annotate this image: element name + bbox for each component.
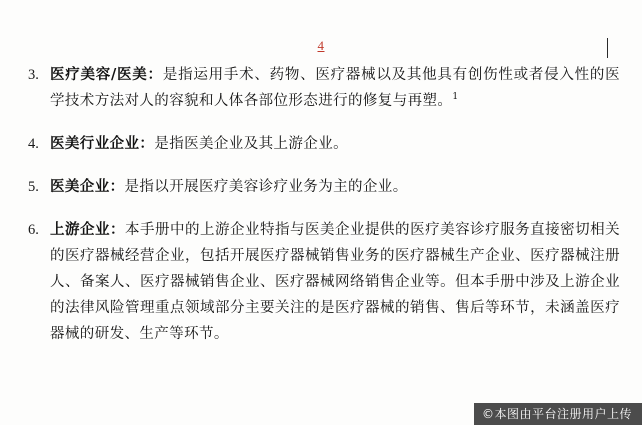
list-item-term: 上游企业： — [50, 221, 126, 238]
list-item-body — [50, 131, 620, 157]
list-item — [22, 131, 620, 157]
list-item-text: 是指医美企业及其上游企业。 — [154, 136, 349, 152]
watermark-label: ©本图由平台注册用户上传 — [474, 403, 642, 425]
footnote-reference: 1 — [452, 92, 459, 103]
list-item-text: 本手册中的上游企业特指与医美企业提供的医疗美容诊疗服务直接密切相关的医疗器械经营企业，包括开展医疗器械销售业务的医疗器械生产企业、医疗器械注册人、备案人、医疗器械销售企业、医疗器械网络销售企业等。但本手册中涉及上游企业的法律风险管理重点领域部分主要关注的是医疗器械的销售、售后等环节，未涵盖医疗器械的研发、生产等环节。 — [50, 222, 620, 342]
list-item-term: 医美企业： — [50, 178, 125, 195]
list-item — [22, 62, 620, 114]
page-number: 4 — [317, 38, 325, 53]
document-content — [22, 62, 620, 364]
margin-cursor-mark — [607, 38, 608, 58]
list-item-number: 4. — [28, 136, 39, 152]
list-item-term: 医美行业企业： — [50, 135, 155, 152]
list-item-text: 是指运用手术、药物、医疗器械以及其他具有创伤性或者侵入性的医学技术方法对人的容貌和人体各部位形态进行的修复与再塑。 — [50, 67, 620, 109]
list-item-body — [50, 217, 620, 347]
list-item-number: 5. — [28, 179, 39, 195]
list-item — [22, 174, 620, 200]
list-item-body — [50, 174, 620, 200]
list-item — [22, 217, 620, 347]
list-item-number: 6. — [28, 222, 39, 238]
list-item-term: 医疗美容/医美： — [50, 66, 163, 83]
list-item-number: 3. — [28, 67, 39, 83]
list-item-body — [50, 62, 620, 114]
list-item-text: 是指以开展医疗美容诊疗业务为主的企业。 — [124, 179, 408, 195]
